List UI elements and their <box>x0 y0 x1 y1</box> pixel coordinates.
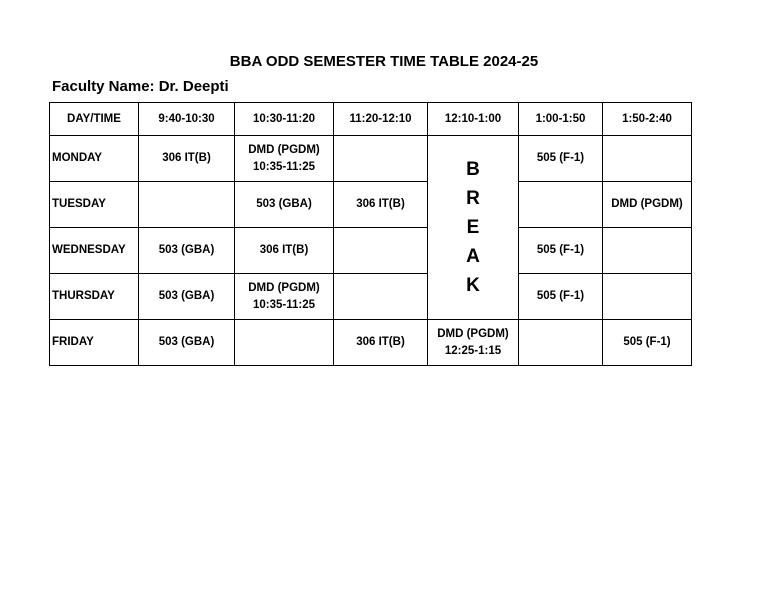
cell-line: 10:35-11:25 <box>252 160 316 173</box>
schedule-cell: 505 (F-1) <box>519 136 603 182</box>
table-row <box>50 182 692 228</box>
day-cell: WEDNESDAY <box>50 228 139 274</box>
header-cell: 1:50-2:40 <box>603 103 692 136</box>
header-cell: 12:10-1:00 <box>428 103 519 136</box>
schedule-cell <box>334 136 428 182</box>
table-row <box>50 274 692 320</box>
cell-line: DMD (PGDM) <box>437 327 509 340</box>
schedule-cell <box>235 182 334 228</box>
header-cell: 9:40-10:30 <box>139 103 235 136</box>
schedule-cell: 306 IT(B) <box>334 182 428 228</box>
day-cell: MONDAY <box>50 136 139 182</box>
schedule-cell: 503 (GBA) <box>139 228 235 274</box>
schedule-cell <box>235 136 334 182</box>
document-title: BBA ODD SEMESTER TIME TABLE 2024-25 <box>229 53 539 70</box>
faculty-name: Faculty Name: Dr. Deepti <box>52 78 229 95</box>
schedule-cell <box>139 182 235 228</box>
schedule-cell <box>603 228 692 274</box>
break-letter: R <box>466 188 480 209</box>
schedule-cell <box>334 228 428 274</box>
day-cell: TUESDAY <box>50 182 139 228</box>
schedule-cell: DMD (PGDM) <box>603 182 692 228</box>
schedule-cell <box>519 320 603 366</box>
schedule-cell <box>235 274 334 320</box>
break-letter: B <box>466 159 480 180</box>
schedule-cell <box>428 320 519 366</box>
break-cell <box>428 136 519 320</box>
table-row <box>50 136 692 182</box>
timetable <box>49 102 692 366</box>
schedule-cell: 505 (F-1) <box>519 228 603 274</box>
cell-line: 503 (GBA) <box>256 198 312 210</box>
table-row <box>50 228 692 274</box>
schedule-cell: 503 (GBA) <box>139 274 235 320</box>
header-row <box>50 103 692 136</box>
schedule-cell: 505 (F-1) <box>603 320 692 366</box>
schedule-cell: 503 (GBA) <box>139 320 235 366</box>
schedule-cell: 306 IT(B) <box>139 136 235 182</box>
schedule-cell <box>235 228 334 274</box>
day-cell: THURSDAY <box>50 274 139 320</box>
cell-line: DMD (PGDM) <box>248 281 320 294</box>
schedule-cell <box>519 182 603 228</box>
cell-line: DMD (PGDM) <box>248 143 320 156</box>
cell-line: 10:35-11:25 <box>252 298 316 311</box>
table-row <box>50 320 692 366</box>
schedule-cell <box>235 320 334 366</box>
cell-line: 12:25-1:15 <box>444 344 502 357</box>
schedule-cell <box>334 274 428 320</box>
schedule-cell <box>603 136 692 182</box>
break-letter: K <box>466 275 480 296</box>
header-cell: DAY/TIME <box>50 103 139 136</box>
cell-line: 306 IT(B) <box>259 244 309 256</box>
schedule-cell: 306 IT(B) <box>334 320 428 366</box>
day-cell: FRIDAY <box>50 320 139 366</box>
header-cell: 10:30-11:20 <box>235 103 334 136</box>
break-letter: E <box>466 217 480 238</box>
break-letter: A <box>466 246 480 267</box>
header-cell: 1:00-1:50 <box>519 103 603 136</box>
header-cell: 11:20-12:10 <box>334 103 428 136</box>
schedule-cell <box>603 274 692 320</box>
schedule-cell: 505 (F-1) <box>519 274 603 320</box>
